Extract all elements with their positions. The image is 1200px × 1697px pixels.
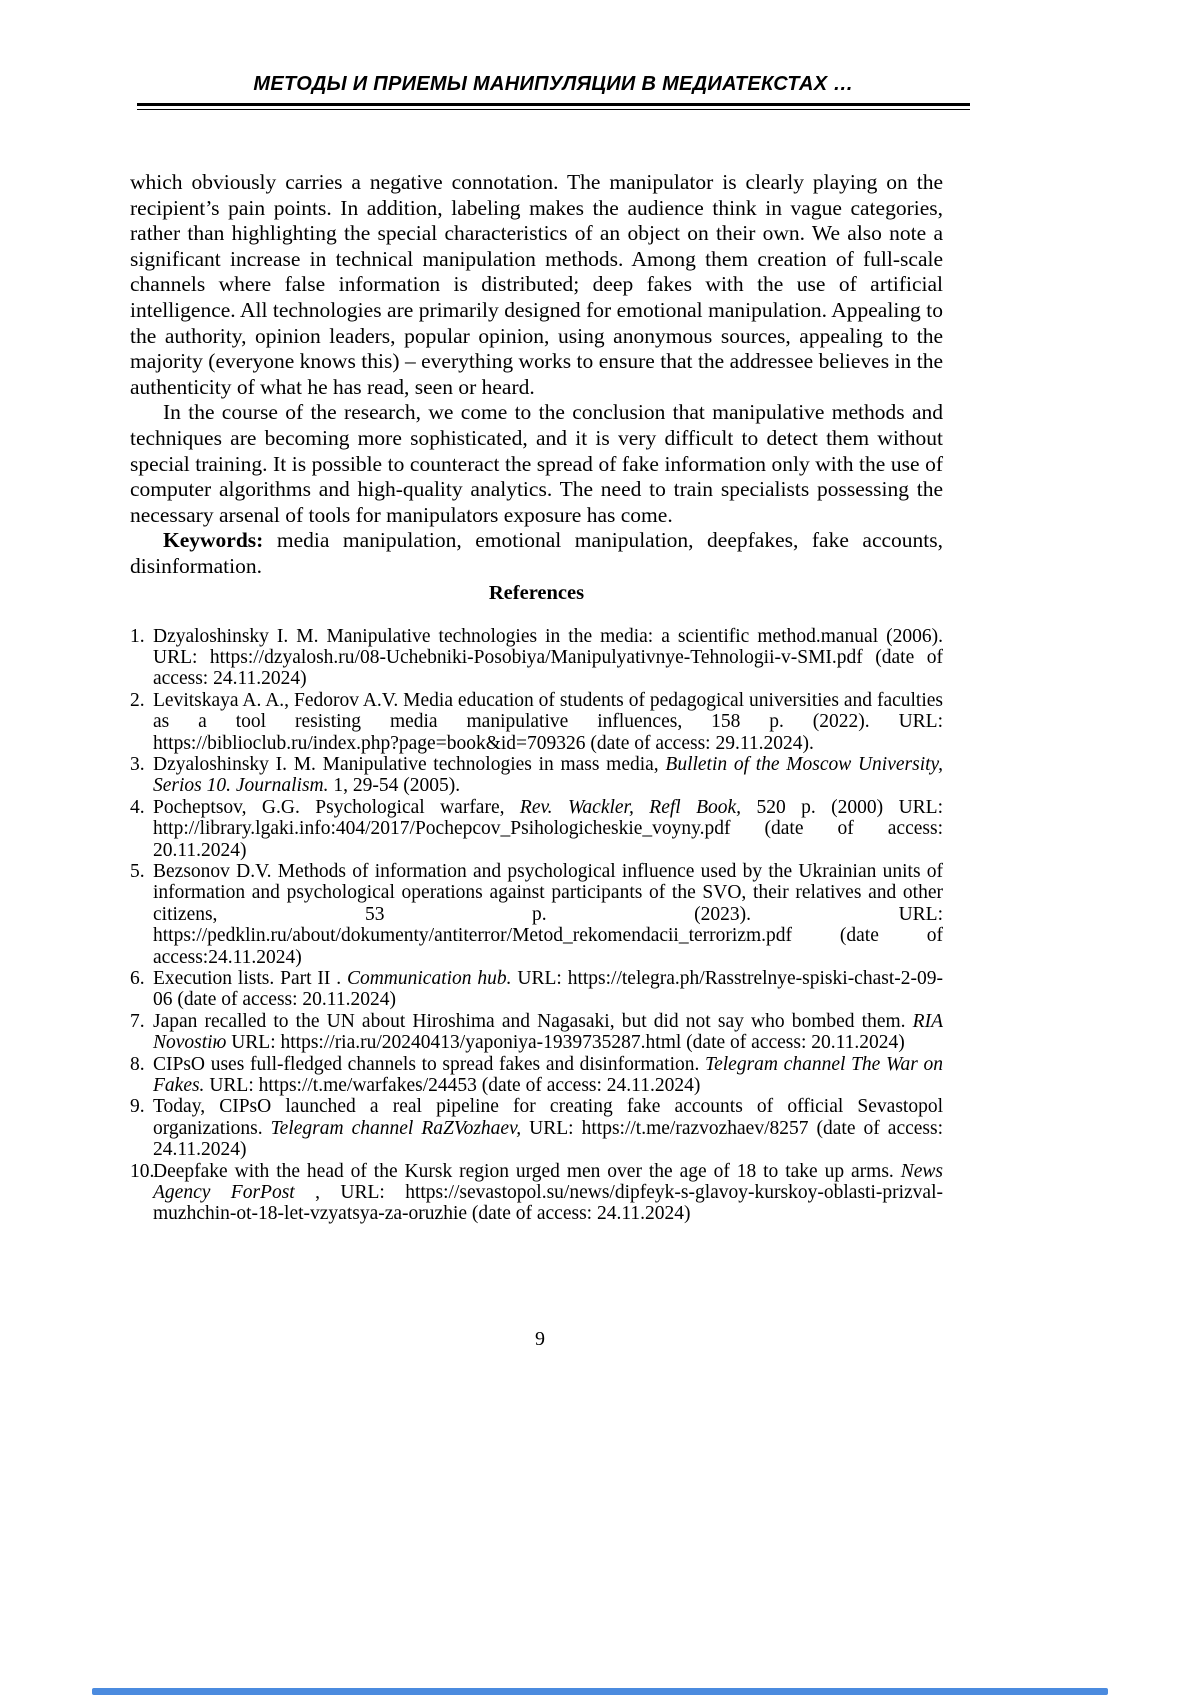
reference-text — [153, 968, 943, 1011]
reference-number: 2. — [130, 689, 145, 711]
reference-segment: Japan recalled to the UN about Hiroshima and Nagasaki, but did not say who bombed them. — [153, 1010, 913, 1032]
reference-segment: 520 p. (2000) URL: http://library.lgaki.info:404/2017/Pochepcov_Psihologicheskie_voyny.pdf (date of access: 20.11.2024) — [153, 796, 943, 861]
reference-item — [130, 1161, 943, 1225]
reference-item — [130, 626, 943, 690]
header-rule — [137, 103, 970, 110]
reference-segment: Dzyaloshinsky I. M. Manipulative technologies in mass media, — [153, 753, 666, 775]
keywords-paragraph — [130, 528, 943, 579]
bottom-accent-bar — [92, 1688, 1108, 1695]
reference-segment: 1, 29-54 (2005). — [328, 775, 461, 797]
reference-number: 5. — [130, 860, 145, 882]
references-list — [130, 626, 943, 1225]
reference-segment: Bezsonov D.V. Methods of information and psychological influence used by the Ukrainian units of information and psychological operations against participants of the SVO, their relatives and other citizens, 53 p. (2023). URL: https://pedklin.ru/about/dokumenty/antiterror/Metod_rekomendacii_terrorizm.pdf (date of access:24.11.2024) — [153, 860, 943, 968]
reference-number: 3. — [130, 753, 145, 775]
reference-segment-italic: Telegram channel The War on Fakes. — [153, 1053, 943, 1097]
page-header — [137, 72, 970, 110]
reference-segment: URL: https://t.me/warfakes/24453 (date of access: 24.11.2024) — [204, 1075, 701, 1097]
reference-segment: Deepfake with the head of the Kursk region urged men over the age of 18 to take up arms. — [153, 1160, 901, 1182]
reference-text — [153, 1096, 943, 1160]
abstract-paragraph-1: which obviously carries a negative connotation. The manipulator is clearly playing on the recipient’s pain points. In addition, labeling makes the audience think in vague categories, rather than highlighting the special characteristics of an object on their own. We also note a significant increase in technical manipulation methods. Among them creation of full-scale channels where false information is distributed; deep fakes with the use of artificial intelligence. All technologies are primarily designed for emotional manipulation. Appealing to the authority, opinion leaders, popular opinion, using anonymous sources, appealing to the majority (everyone knows this) – everything works to ensure that the addressee believes in the authenticity of what he has read, seen or heard. — [130, 170, 943, 399]
reference-segment-italic: Communication hub. — [346, 968, 512, 989]
reference-text — [153, 626, 943, 690]
reference-segment-italic: Telegram channel RaZVozhaev, — [270, 1117, 522, 1139]
reference-item — [130, 1011, 943, 1054]
reference-segment-italic: Rev. Wackler, Refl Book, — [519, 796, 742, 818]
reference-number: 9. — [130, 1096, 145, 1118]
reference-segment: URL: https://t.me/razvozhaev/8257 (date of access: 24.11.2024) — [153, 1117, 943, 1161]
reference-text — [153, 1011, 943, 1054]
reference-text — [153, 1054, 943, 1097]
reference-segment: Execution lists. Part II . — [153, 968, 347, 989]
reference-number: 10. — [130, 1160, 155, 1182]
reference-item — [130, 861, 943, 968]
reference-segment: Today, CIPsO launched a real pipeline for creating fake accounts of official Sevastopol organizations. — [153, 1096, 943, 1139]
reference-segment: CIPsO uses full-fledged channels to spread fakes and disinformation. — [153, 1053, 706, 1075]
reference-segment-italic: Bulletin of the Moscow University, Serios 10. Journalism. — [153, 753, 943, 797]
reference-segment-italic: RIA Novostiю — [153, 1010, 943, 1054]
references-heading: References — [488, 581, 585, 604]
reference-text — [153, 1161, 943, 1225]
reference-number: 8. — [130, 1053, 145, 1075]
reference-number: 7. — [130, 1010, 145, 1032]
reference-segment: Levitskaya A. A., Fedorov A.V. Media education of students of pedagogical universities and faculties as a tool resisting media manipulative influences, 158 p. (2022). URL: https://biblioclub.ru/index.php?page=book&id=709326 (date of access: 29.11.2024). — [153, 689, 943, 754]
reference-text — [153, 797, 943, 861]
reference-segment-italic: News Agency ForPost — [153, 1160, 943, 1204]
reference-segment: URL: https://telegra.ph/Rasstrelnye-spiski-chast-2-09-06 (date of access: 20.11.2024) — [153, 968, 943, 1011]
running-head-title: МЕТОДЫ И ПРИЕМЫ МАНИПУЛЯЦИИ В МЕДИАТЕКСТАХ … — [253, 73, 854, 95]
reference-segment: URL: https://ria.ru/20240413/yaponiya-1939735287.html (date of access: 20.11.2024) — [226, 1032, 905, 1054]
reference-number: 6. — [130, 968, 145, 989]
keywords-label: Keywords: — [163, 528, 264, 553]
reference-item — [130, 797, 943, 861]
abstract-paragraph-2: In the course of the research, we come to the conclusion that manipulative methods and techniques are becoming more sophisticated, and it is very difficult to detect them without special training. It is possible to counteract the spread of fake information only with the use of computer algorithms and high-quality analytics. The need to train specialists possessing the necessary arsenal of tools for manipulators exposure has come. — [130, 400, 943, 527]
keywords-text: media manipulation, emotional manipulation, deepfakes, fake accounts, disinformation. — [130, 528, 943, 578]
reference-item — [130, 1096, 943, 1160]
reference-text — [153, 861, 943, 968]
reference-segment: , URL: https://sevastopol.su/news/dipfeyk-s-glavoy-kurskoy-oblasti-prizval-muzhchin-ot-18-let-vzyatsya-za-oruzhie (date of access: 24.11.2024) — [153, 1182, 943, 1225]
reference-text — [153, 754, 943, 797]
reference-item — [130, 690, 943, 754]
reference-item — [130, 968, 943, 1011]
reference-segment: Pocheptsov, G.G. Psychological warfare, — [153, 796, 520, 818]
page-number: 9 — [535, 1328, 545, 1350]
page-body — [130, 170, 943, 1225]
reference-item — [130, 1054, 943, 1097]
reference-segment: Dzyaloshinsky I. M. Manipulative technologies in the media: a scientific method.manual (2006). URL: https://dzyalosh.ru/08-Uchebniki-Posobiya/Manipulyativnye-Tehnologii-v-SMI.pdf (date of access: 24.11.2024) — [153, 625, 943, 690]
reference-item — [130, 754, 943, 797]
reference-text — [153, 690, 943, 754]
reference-number: 4. — [130, 796, 145, 818]
reference-number: 1. — [130, 625, 145, 647]
